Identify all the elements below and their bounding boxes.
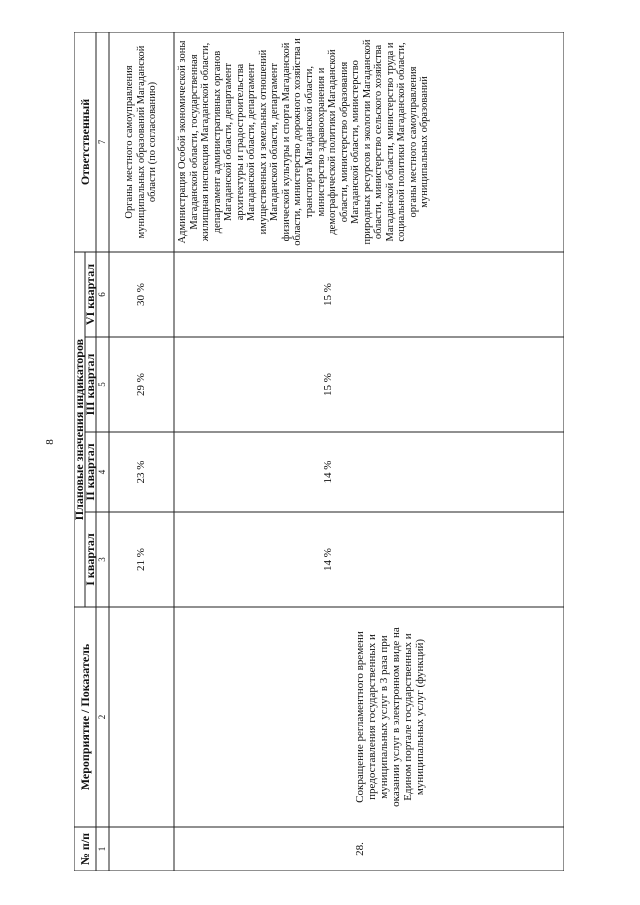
- table-cell-q2: 14 %: [322, 460, 335, 484]
- header-q3: III квартал: [83, 353, 98, 416]
- table-cell-q2: 23 %: [134, 460, 147, 484]
- column-number: 2: [96, 714, 107, 720]
- table-cell-no: 28.: [354, 842, 367, 856]
- header-planned: Плановые значения индикаторов: [72, 338, 87, 521]
- header-no: № п/п: [77, 832, 92, 866]
- column-number: 5: [96, 382, 107, 387]
- header-responsible: Ответственный: [77, 98, 92, 186]
- column-number: 6: [96, 292, 107, 297]
- column-number: 1: [96, 846, 107, 852]
- table-cell-activity: Сокращение регламентного времени предоставления государственных и муниципальных услуг в 3 раза при оказании услуг в электронном виде на Едином портале государственных и муниципальных услуг (функций): [354, 627, 426, 807]
- column-number: 4: [96, 469, 107, 475]
- header-activity: Мероприятие / Показатель: [77, 643, 92, 791]
- table-cell-q1: 14 %: [322, 548, 335, 571]
- column-number: 7: [96, 139, 107, 145]
- column-number: 3: [96, 557, 107, 562]
- page-number: 8: [44, 439, 57, 445]
- table-cell-q4: 15 %: [322, 283, 335, 306]
- rotated-table: [74, 32, 564, 871]
- header-q1: I квартал: [83, 533, 98, 586]
- table-cell-q3: 29 %: [134, 373, 147, 396]
- header-q2: II квартал: [83, 443, 98, 501]
- table-cell-q1: 21 %: [134, 548, 147, 571]
- table-cell-responsible: Органы местного самоуправления муниципальных образований Магаданской области (по согласованию): [124, 45, 159, 239]
- table-cell-responsible: Администрация Особой экономической зоны Магаданской области, государственная жилищная инспекция Магаданской области, департамент административных органов Магаданской области, департамент архитектуры и градостроительства Магаданской области, департамент имущественных и земельных отношений Магаданской области, департамент физической культуры и спорта Магаданской области, министерство дорожного хозяйства и транспорта Магаданской области, министерство здравоохранения и демографической политики Магаданской области, министерство образования Магаданской области, министерство природных ресурсов и экологии Магаданской области, министерство сельского хозяйства Магаданской области, министерство труда и социальной политики Магаданской области, органы местного самоуправления муниципальных образований: [177, 38, 431, 246]
- header-q4: VI квартал: [83, 263, 98, 326]
- table-cell-q4: 30 %: [134, 283, 147, 306]
- table-cell-q3: 15 %: [322, 373, 335, 396]
